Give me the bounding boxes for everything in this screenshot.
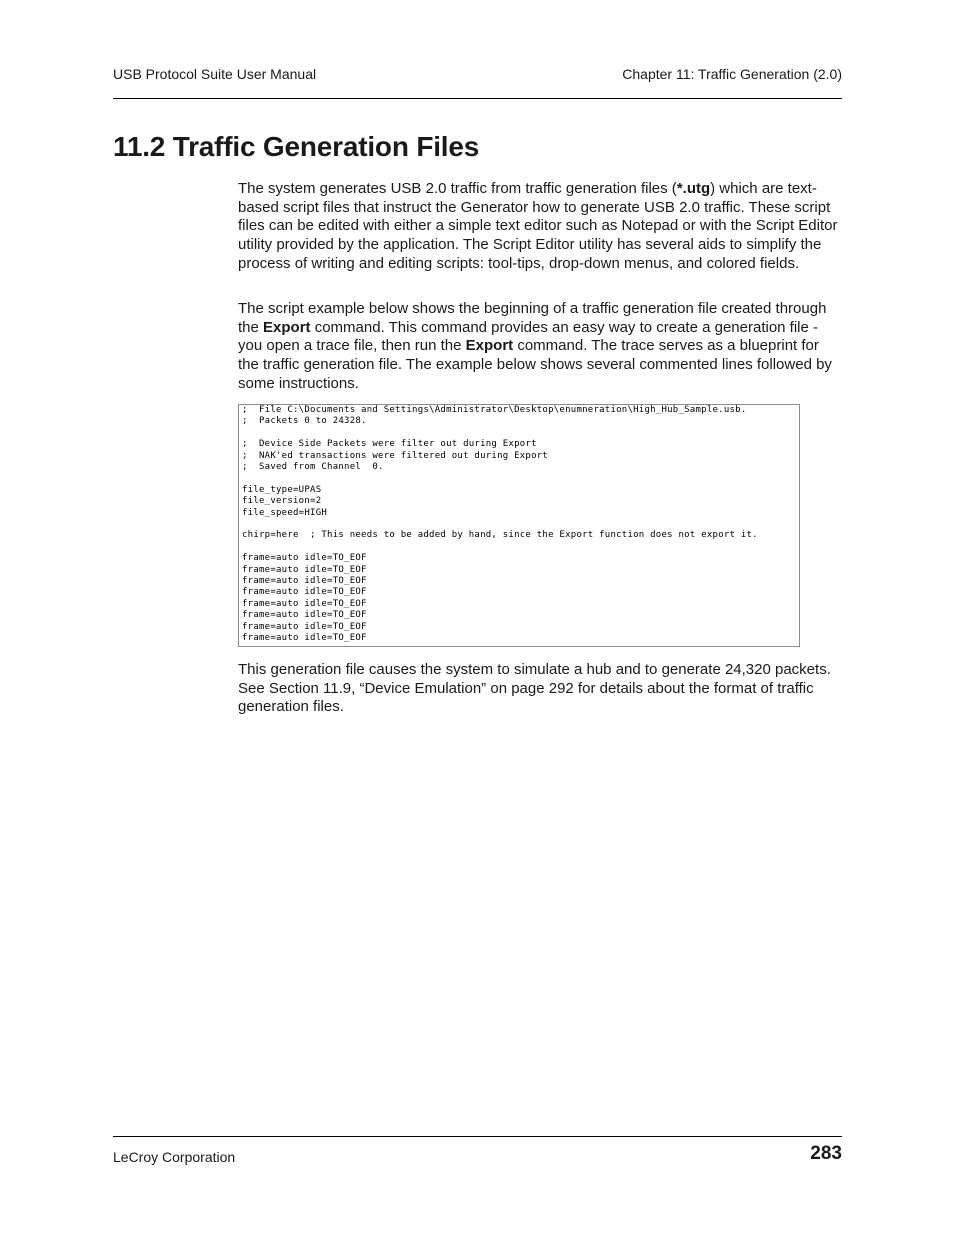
export-text-c: command. This command provides an easy way to create a generation file - you open a trace file, then run the (238, 318, 819, 355)
page-header-right: Chapter 11: Traffic Generation (2.0) (622, 66, 842, 82)
header-rule (113, 98, 842, 99)
summary-paragraph: This generation file causes the system to simulate a hub and to generate 24,320 packets. See Section 11.9, “Device Emulation” on page 292 for details about the format of traffic generation files. (238, 661, 831, 716)
script-line: frame=auto idle=TO_EOF (242, 621, 367, 632)
export-paragraph (238, 300, 842, 394)
section-title: 11.2 Traffic Generation Files (113, 131, 480, 162)
script-line: frame=auto idle=TO_EOF (242, 587, 367, 598)
script-line: file_speed=HIGH (242, 507, 328, 518)
script-line: frame=auto idle=TO_EOF (242, 633, 367, 643)
export-text-a: The script example below shows the beginning of a traffic generation file created through the (238, 300, 827, 336)
script-line: frame=auto idle=TO_EOF (242, 598, 367, 609)
export-command-2: Export (465, 337, 514, 355)
script-line: frame=auto idle=TO_EOF (242, 553, 367, 564)
script-line: ; Device Side Packets were filter out during Export (242, 439, 537, 450)
intro-paragraph (238, 180, 842, 274)
utg-extension: *.utg (676, 180, 711, 197)
script-line: ; File C:\Documents and Settings\Administrator\Desktop\enumneration\High_Hub_Sample.usb. (242, 405, 747, 415)
script-example-box (238, 404, 800, 647)
intro-text-c: ) which are text-based script files that instruct the Generator how to generate USB 2.0 traffic. These script files can be edited with either a simple text editor such as Notepad or with the Script Editor utility provided by the application. The Script Editor utility has several aids to simplify the process of writing and editing scripts: tool-tips, drop-down menus, and colored fields. (238, 180, 838, 272)
page-number: 283 (810, 1143, 842, 1164)
footer-company: LeCroy Corporation (113, 1149, 236, 1165)
script-line: ; NAK'ed transactions were filtered out during Export (242, 450, 549, 461)
script-line: chirp=here ; This needs to be added by hand, since the Export function does not export it. (242, 530, 758, 541)
script-line: frame=auto idle=TO_EOF (242, 564, 367, 575)
script-line: ; Packets 0 to 24328. (242, 416, 367, 427)
export-text-e: command. The trace serves as a blueprint for the traffic generation file. The example below shows several commented lines followed by some instructions. (238, 337, 832, 392)
footer-rule (113, 1136, 842, 1137)
page-header-left: USB Protocol Suite User Manual (113, 66, 317, 82)
script-line: frame=auto idle=TO_EOF (242, 576, 367, 586)
script-line: frame=auto idle=TO_EOF (242, 610, 367, 621)
script-line: file_type=UPAS (242, 484, 322, 495)
intro-text-a: The system generates USB 2.0 traffic from traffic generation files ( (238, 180, 677, 197)
script-line: file_version=2 (242, 496, 322, 507)
script-line: ; Saved from Channel 0. (242, 462, 384, 472)
export-command-1: Export (263, 318, 311, 336)
